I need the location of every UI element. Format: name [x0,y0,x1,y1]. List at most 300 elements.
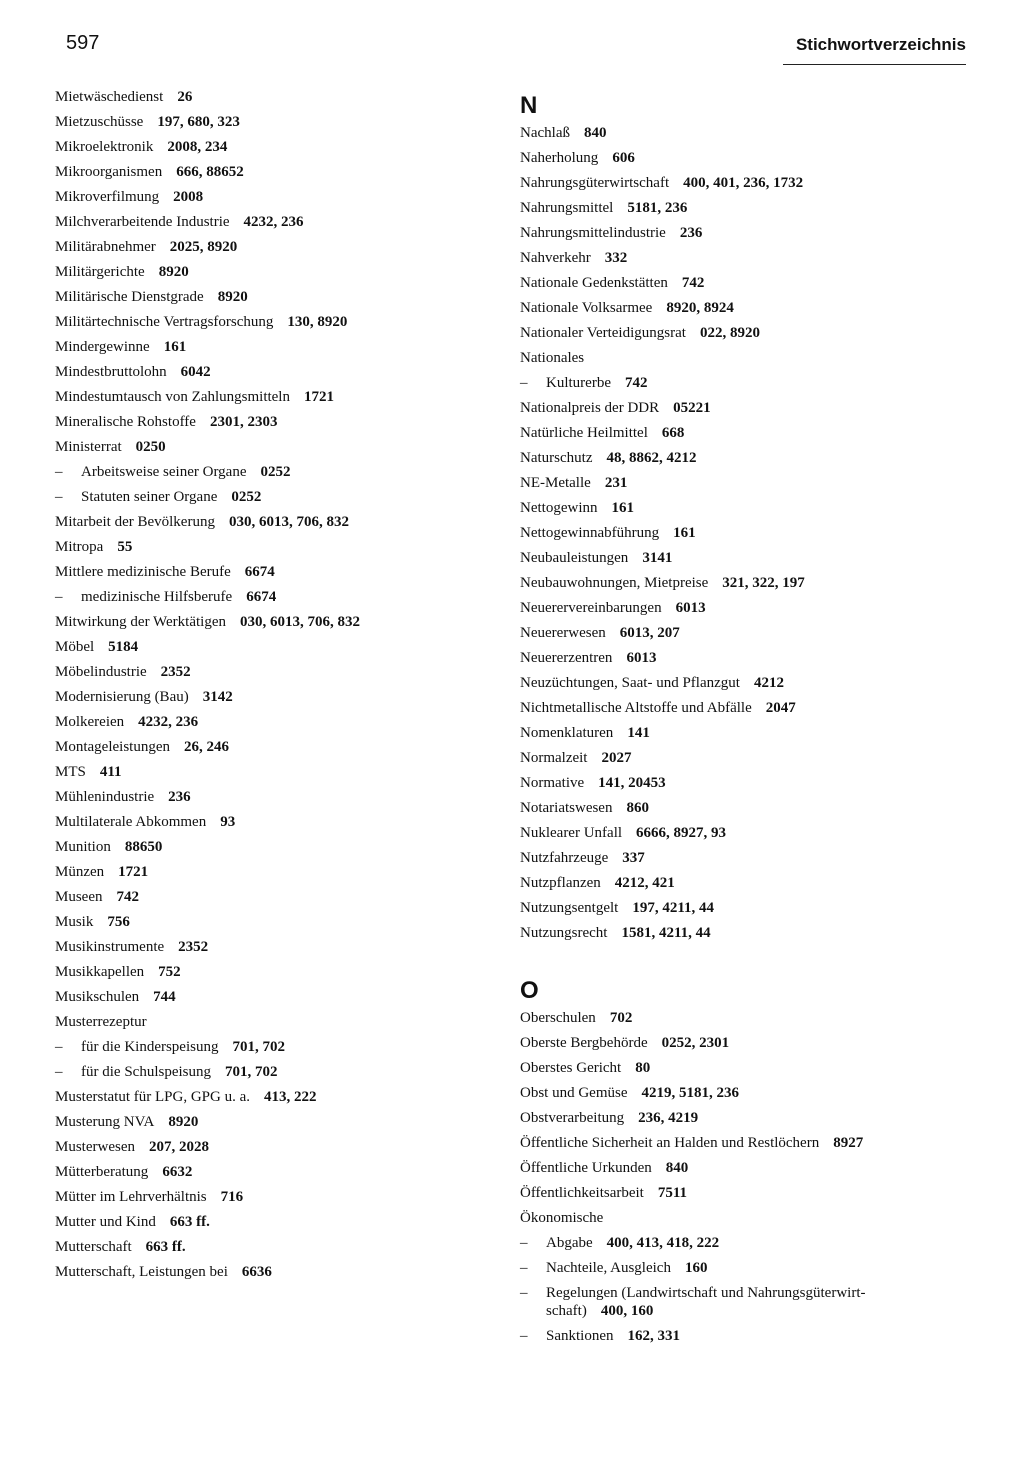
index-page-refs: 6013, 207 [619,625,680,641]
subentry-dash: – [55,489,63,505]
index-term: Neuerervereinbarungen [520,600,662,616]
index-entry [520,796,970,821]
index-entry [55,160,495,185]
index-term: Nutzpflanzen [520,875,601,891]
index-term: Ministerrat [55,439,122,455]
index-subentry [520,1256,970,1281]
index-page-refs: 7511 [657,1185,688,1201]
running-head: Stichwortverzeichnis [795,35,966,54]
index-page-refs: 2301, 2303 [209,414,278,430]
index-page-refs: 3141 [642,550,673,566]
index-term: Mikroelektronik [55,139,154,155]
index-term: Montageleistungen [55,739,170,755]
index-entry [55,735,495,760]
index-page-refs: 0250 [135,439,166,455]
index-page-refs: 400, 160 [600,1303,654,1319]
index-term: Mütterberatung [55,1164,149,1180]
index-page-refs: 022, 8920 [699,325,760,341]
index-term: Nahverkehr [520,250,591,266]
index-subentry [55,1060,495,1085]
index-term: Nationale Volksarmee [520,300,653,316]
index-term-continuation: schaft) [546,1303,587,1319]
index-page-refs: 716 [220,1189,244,1205]
index-entry [55,635,495,660]
index-page-refs: 48, 8862, 4212 [606,450,697,466]
index-term: Münzen [55,864,105,880]
index-term: Mineralische Rohstoffe [55,414,196,430]
index-entry [55,935,495,960]
index-term: Oberstes Gericht [520,1060,622,1076]
header-rule [783,64,966,65]
index-page-refs: 161 [611,500,634,516]
subentry-dash: – [55,1064,63,1080]
index-subentry [55,485,495,510]
index-page-refs: 4219, 5181, 236 [641,1085,739,1101]
index-term: Mikroverfilmung [55,189,160,205]
index-page-refs: 197, 680, 323 [157,114,240,130]
subentry-dash: – [55,589,63,605]
index-page-refs: 8920 [217,289,248,305]
index-entry [55,85,495,110]
index-column-right [520,91,970,1349]
index-page-refs: 05221 [673,400,711,416]
index-term: Musterstatut für LPG, GPG u. a. [55,1089,250,1105]
index-page-refs: 88650 [124,839,163,855]
subentry-dash: – [520,1235,528,1251]
index-term: Neubauleistungen [520,550,629,566]
index-page-refs: 6674 [246,589,277,605]
index-entry [55,810,495,835]
index-entry [55,1135,495,1160]
index-entry [520,1056,970,1081]
index-entry [55,1085,495,1110]
index-entry [55,985,495,1010]
index-term: Nahrungsmittel [520,200,614,216]
index-entry [520,1181,970,1206]
subentry-dash: – [520,1285,528,1301]
index-page-refs: 0252, 2301 [661,1035,730,1051]
index-entry [520,646,970,671]
index-subentry [520,1324,970,1349]
index-entry [520,121,970,146]
index-page-refs: 161 [673,525,696,541]
index-entry [520,821,970,846]
index-term: Mutterschaft, Leistungen bei [55,1264,228,1280]
index-term: Munition [55,839,111,855]
index-subentry [520,371,970,396]
index-entry [55,1185,495,1210]
index-term: Musikinstrumente [55,939,165,955]
index-term: Nutzungsentgelt [520,900,619,916]
index-page-refs: 55 [117,539,133,555]
index-page-refs: 207, 2028 [148,1139,209,1155]
index-entry [520,296,970,321]
index-term: Möbelindustrie [55,664,147,680]
index-page-refs: 4232, 236 [138,714,199,730]
index-term: Nahrungsmittelindustrie [520,225,666,241]
index-term: Mietwäschedienst [55,89,164,105]
index-page-refs: 332 [604,250,628,266]
index-entry [55,1235,495,1260]
index-page-refs: 742 [116,889,139,905]
index-entry [55,385,495,410]
index-entry [520,621,970,646]
index-entry [520,1131,970,1156]
index-term: Multilaterale Abkommen [55,814,207,830]
index-term: Mutterschaft [55,1239,132,1255]
index-term: Modernisierung (Bau) [55,689,189,705]
index-page-refs: 93 [220,814,236,830]
index-entry [55,360,495,385]
index-page-refs: 6013 [675,600,706,616]
index-term: Nationaler Verteidigungsrat [520,325,686,341]
index-entry [520,596,970,621]
index-term: Musikkapellen [55,964,145,980]
index-term: Musterwesen [55,1139,135,1155]
section-o-entries [520,1006,970,1349]
index-term: Natürliche Heilmittel [520,425,648,441]
index-term: Mittlere medizinische Berufe [55,564,231,580]
index-page-refs: 744 [153,989,176,1005]
index-page-refs: 742 [624,375,648,391]
index-entry [520,571,970,596]
index-entry [55,535,495,560]
index-term: Mühlenindustrie [55,789,155,805]
index-entry [55,235,495,260]
index-term: Kulturerbe [546,375,611,391]
index-entry [520,321,970,346]
index-page-refs: 411 [99,764,122,780]
index-subentry [55,460,495,485]
index-entry [520,171,970,196]
index-page-refs: 236, 4219 [638,1110,699,1126]
index-page-refs: 2047 [765,700,796,716]
index-page-refs: 4212, 421 [614,875,675,891]
index-entry [55,835,495,860]
index-page-refs: 26, 246 [183,739,229,755]
index-term: für die Schulspeisung [81,1064,211,1080]
index-page-refs: 2352 [178,939,209,955]
index-term: NE-Metalle [520,475,591,491]
index-entry [520,871,970,896]
index-page-refs: 756 [107,914,130,930]
index-page-refs: 701, 702 [224,1064,278,1080]
index-term: Neuererzentren [520,650,613,666]
index-term: Militärabnehmer [55,239,156,255]
index-entry [520,196,970,221]
index-entry [520,1206,970,1231]
index-page-refs: 860 [626,800,649,816]
index-entry [520,921,970,946]
index-page-refs: 663 ff. [145,1239,186,1255]
index-term: Mindestbruttolohn [55,364,167,380]
index-page-refs: 8920, 8924 [666,300,734,316]
index-page-refs: 400, 413, 418, 222 [606,1235,720,1251]
index-page-refs: 141, 20453 [598,775,666,791]
index-column-left [55,85,495,1285]
index-subentry [55,1035,495,1060]
index-term: Mitarbeit der Bevölkerung [55,514,215,530]
index-page-refs: 26 [177,89,193,105]
index-page-refs: 3142 [202,689,233,705]
index-term: Nationalpreis der DDR [520,400,660,416]
index-entry [520,1081,970,1106]
index-entry [520,671,970,696]
index-term: Mindergewinne [55,339,150,355]
index-entry [55,710,495,735]
index-entry [520,1106,970,1131]
index-entry [55,610,495,635]
index-term: Öffentliche Urkunden [520,1160,652,1176]
index-term: Notariatswesen [520,800,613,816]
index-term: Regelungen (Landwirtschaft und Nahrungsgüterwirt- [546,1285,866,1301]
index-page-refs: 400, 401, 236, 1732 [683,175,804,191]
index-entry [520,396,970,421]
index-page-refs: 8920 [168,1114,199,1130]
index-term: Nahrungsgüterwirtschaft [520,175,670,191]
index-page-refs: 1721 [303,389,334,405]
index-term: Militärische Dienstgrade [55,289,204,305]
index-page-refs: 840 [583,125,607,141]
index-term: Abgabe [546,1235,593,1251]
index-term: Musterrezeptur [55,1014,147,1030]
index-term: für die Kinderspeisung [81,1039,219,1055]
index-page-refs: 162, 331 [627,1328,680,1344]
index-entry [55,960,495,985]
index-entry [520,771,970,796]
index-entry [520,246,970,271]
subentry-dash: – [55,464,63,480]
subentry-dash: – [520,1328,528,1344]
index-subentry [520,1281,970,1324]
index-page-refs: 8927 [833,1135,864,1151]
index-entry [55,335,495,360]
index-entry [520,846,970,871]
index-entry [55,260,495,285]
section-letter-o: O [520,977,539,1004]
index-entry [520,496,970,521]
index-term: Ökonomische [520,1210,604,1226]
index-term: Nachlaß [520,125,570,141]
index-page-refs: 2027 [601,750,632,766]
index-term: Mikroorganismen [55,164,163,180]
index-entry [55,135,495,160]
index-entry [520,521,970,546]
index-term: Nationale Gedenkstätten [520,275,668,291]
index-page-refs: 6674 [244,564,275,580]
index-entry [55,885,495,910]
index-term: Normative [520,775,585,791]
index-entry [55,1010,495,1035]
index-subentry [520,1231,970,1256]
index-page-refs: 6013 [626,650,657,666]
index-term: Musterung NVA [55,1114,155,1130]
page-number: 597 [66,32,100,54]
index-entry [55,510,495,535]
index-entry [55,910,495,935]
index-entry [55,1210,495,1235]
index-page-refs: 6632 [162,1164,193,1180]
index-term: Militärtechnische Vertragsforschung [55,314,274,330]
index-entry [520,471,970,496]
index-page-refs: 321, 322, 197 [722,575,805,591]
index-page-refs: 80 [635,1060,651,1076]
index-entry [520,746,970,771]
index-entry [55,1260,495,1285]
index-page-refs: 5181, 236 [627,200,688,216]
index-term: MTS [55,764,86,780]
index-term: Nettogewinnabführung [520,525,660,541]
index-page-refs: 413, 222 [264,1089,317,1105]
index-page-refs: 2008, 234 [167,139,228,155]
index-page-refs: 2025, 8920 [169,239,238,255]
index-page-refs: 702 [609,1010,633,1026]
index-entry [55,1160,495,1185]
index-entry [520,1031,970,1056]
section-letter-n: N [520,92,538,119]
index-term: Oberschulen [520,1010,596,1026]
index-page-refs: 236 [679,225,703,241]
index-term: Normalzeit [520,750,588,766]
index-entry [520,221,970,246]
index-term: Neuererwesen [520,625,606,641]
index-page-refs: 141 [627,725,650,741]
index-entry [55,210,495,235]
index-page-refs: 6042 [180,364,211,380]
index-term: Mitropa [55,539,104,555]
index-page-refs: 161 [163,339,187,355]
index-entry [520,1006,970,1031]
index-term: Militärgerichte [55,264,145,280]
index-entry [55,410,495,435]
index-term: Nationales [520,350,585,366]
section-spacer [520,946,970,976]
index-page-refs: 4232, 236 [243,214,304,230]
index-page-refs: 2008 [173,189,204,205]
subentry-dash: – [520,375,528,391]
index-entry [520,271,970,296]
index-term: Mitwirkung der Werktätigen [55,614,226,630]
index-term: Neubauwohnungen, Mietpreise [520,575,709,591]
index-term: Neuzüchtungen, Saat- und Pflanzgut [520,675,740,691]
index-term: Arbeitsweise seiner Organe [81,464,247,480]
index-term: Obstverarbeitung [520,1110,625,1126]
index-entry [55,685,495,710]
index-page-refs: 701, 702 [232,1039,285,1055]
index-term: Oberste Bergbehörde [520,1035,648,1051]
index-page-refs: 6636 [241,1264,272,1280]
index-term: Nomenklaturen [520,725,614,741]
index-entry [520,546,970,571]
index-term: Öffentlichkeitsarbeit [520,1185,644,1201]
index-page-refs: 337 [622,850,645,866]
subentry-dash: – [520,1260,528,1276]
index-term: Nutzungsrecht [520,925,608,941]
index-page-refs: 668 [661,425,685,441]
index-term: Nutzfahrzeuge [520,850,609,866]
index-term: Obst und Gemüse [520,1085,628,1101]
index-subentry [55,585,495,610]
index-page-refs: 606 [612,150,635,166]
index-page-refs: 160 [684,1260,708,1276]
index-page-refs: 6666, 8927, 93 [636,825,727,841]
index-entry [520,1156,970,1181]
index-page-refs: 0252 [260,464,291,480]
index-page-refs: 1721 [118,864,149,880]
index-page-refs: 030, 6013, 706, 832 [239,614,360,630]
index-entry [55,660,495,685]
index-page-refs: 231 [604,475,628,491]
index-term: Naherholung [520,150,599,166]
index-entry [55,1110,495,1135]
index-term: Möbel [55,639,95,655]
index-entry [520,346,970,371]
index-page-refs: 8920 [158,264,189,280]
index-entry [520,696,970,721]
index-entry [55,110,495,135]
index-entry [55,560,495,585]
index-term: Nichtmetallische Altstoffe und Abfälle [520,700,752,716]
index-entry [55,185,495,210]
index-term: Nachteile, Ausgleich [546,1260,671,1276]
section-n-entries [520,121,970,946]
index-entry [55,860,495,885]
index-entry [55,310,495,335]
index-page-refs: 663 ff. [169,1214,210,1230]
subentry-dash: – [55,1039,63,1055]
index-page-refs: 1581, 4211, 44 [621,925,711,941]
index-term: Sanktionen [546,1328,614,1344]
index-term: Mietzuschüsse [55,114,144,130]
index-term: Nuklearer Unfall [520,825,623,841]
index-entry [55,285,495,310]
index-page-refs: 666, 88652 [176,164,244,180]
index-term: medizinische Hilfsberufe [81,589,233,605]
index-term: Statuten seiner Organe [81,489,218,505]
index-entry [55,785,495,810]
index-page-refs: 0252 [231,489,262,505]
index-term: Nettogewinn [520,500,598,516]
index-term: Mütter im Lehrverhältnis [55,1189,207,1205]
index-entry [520,421,970,446]
index-entry [520,446,970,471]
index-page-refs: 130, 8920 [287,314,348,330]
index-term: Musikschulen [55,989,140,1005]
index-entry [55,435,495,460]
index-entry [520,896,970,921]
index-page-refs: 840 [665,1160,689,1176]
index-page-refs: 4212 [753,675,784,691]
index-page-refs: 197, 4211, 44 [632,900,715,916]
index-term: Molkereien [55,714,125,730]
index-page-refs: 5184 [108,639,139,655]
index-page-refs: 2352 [160,664,191,680]
index-page-refs: 752 [158,964,181,980]
index-page-refs: 236 [168,789,191,805]
index-term: Mutter und Kind [55,1214,156,1230]
index-term: Mindestumtausch von Zahlungsmitteln [55,389,290,405]
index-entry [520,146,970,171]
index-term: Öffentliche Sicherheit an Halden und Restlöchern [520,1135,820,1151]
index-term: Museen [55,889,103,905]
index-term: Musik [55,914,94,930]
index-entry [55,760,495,785]
index-term: Naturschutz [520,450,593,466]
index-term: Milchverarbeitende Industrie [55,214,230,230]
index-page-refs: 742 [681,275,705,291]
index-entry [520,721,970,746]
index-page-refs: 030, 6013, 706, 832 [228,514,349,530]
